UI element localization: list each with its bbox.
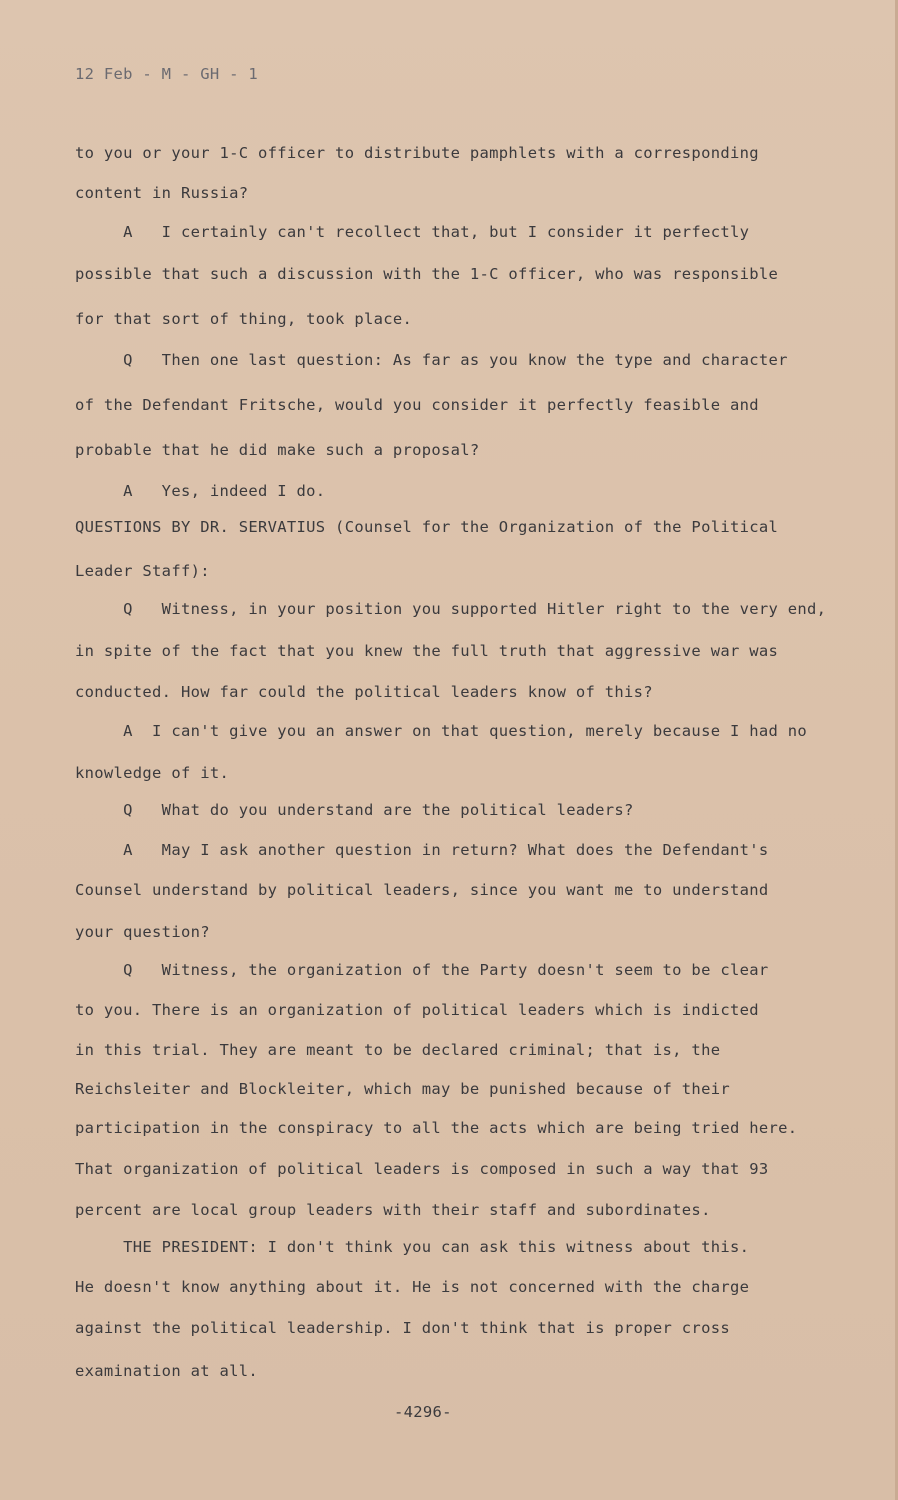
text-line: to you. There is an organization of political leaders which is indicted [75,1001,759,1019]
text-line: Reichsleiter and Blockleiter, which may be punished because of their [75,1080,730,1098]
text-line: knowledge of it. [75,764,230,782]
text-line: participation in the conspiracy to all the acts which are being tried here. [75,1119,798,1137]
text-line: your question? [75,923,210,941]
text-line: in this trial. They are meant to be declared criminal; that is, the [75,1041,721,1059]
text-line: in spite of the fact that you knew the full truth that aggressive war was [75,642,779,660]
text-line: Q Then one last question: As far as you know the type and character [75,351,788,369]
text-line: Q Witness, in your position you supported Hitler right to the very end, [75,600,827,618]
text-line: THE PRESIDENT: I don't think you can ask this witness about this. [75,1238,750,1256]
text-line: A Yes, indeed I do. [75,482,326,500]
text-line: Leader Staff): [75,562,210,580]
text-line: for that sort of thing, took place. [75,310,413,328]
text-line: Q What do you understand are the political leaders? [75,801,634,819]
text-line: A I certainly can't recollect that, but I consider it perfectly [75,223,750,241]
text-line: A May I ask another question in return? What does the Defendant's [75,841,769,859]
text-line: Q Witness, the organization of the Party doesn't seem to be clear [75,961,769,979]
text-line: That organization of political leaders is composed in such a way that 93 [75,1160,769,1178]
text-line: conducted. How far could the political leaders know of this? [75,683,653,701]
text-line: probable that he did make such a proposal? [75,441,480,459]
text-line: possible that such a discussion with the 1-C officer, who was responsible [75,265,779,283]
text-line: Counsel understand by political leaders, since you want me to understand [75,881,769,899]
text-line: to you or your 1-C officer to distribute pamphlets with a corresponding [75,144,759,162]
text-line: He doesn't know anything about it. He is not concerned with the charge [75,1278,750,1296]
text-line: against the political leadership. I don't think that is proper cross [75,1319,730,1337]
text-line: of the Defendant Fritsche, would you consider it perfectly feasible and [75,396,759,414]
text-line: QUESTIONS BY DR. SERVATIUS (Counsel for the Organization of the Political [75,518,779,536]
text-line: percent are local group leaders with their staff and subordinates. [75,1201,711,1219]
page-number: -4296- [394,1403,452,1421]
page-header: 12 Feb - M - GH - 1 [75,65,259,83]
text-line: A I can't give you an answer on that question, merely because I had no [75,722,808,740]
text-line: examination at all. [75,1362,259,1380]
text-line: content in Russia? [75,184,249,202]
